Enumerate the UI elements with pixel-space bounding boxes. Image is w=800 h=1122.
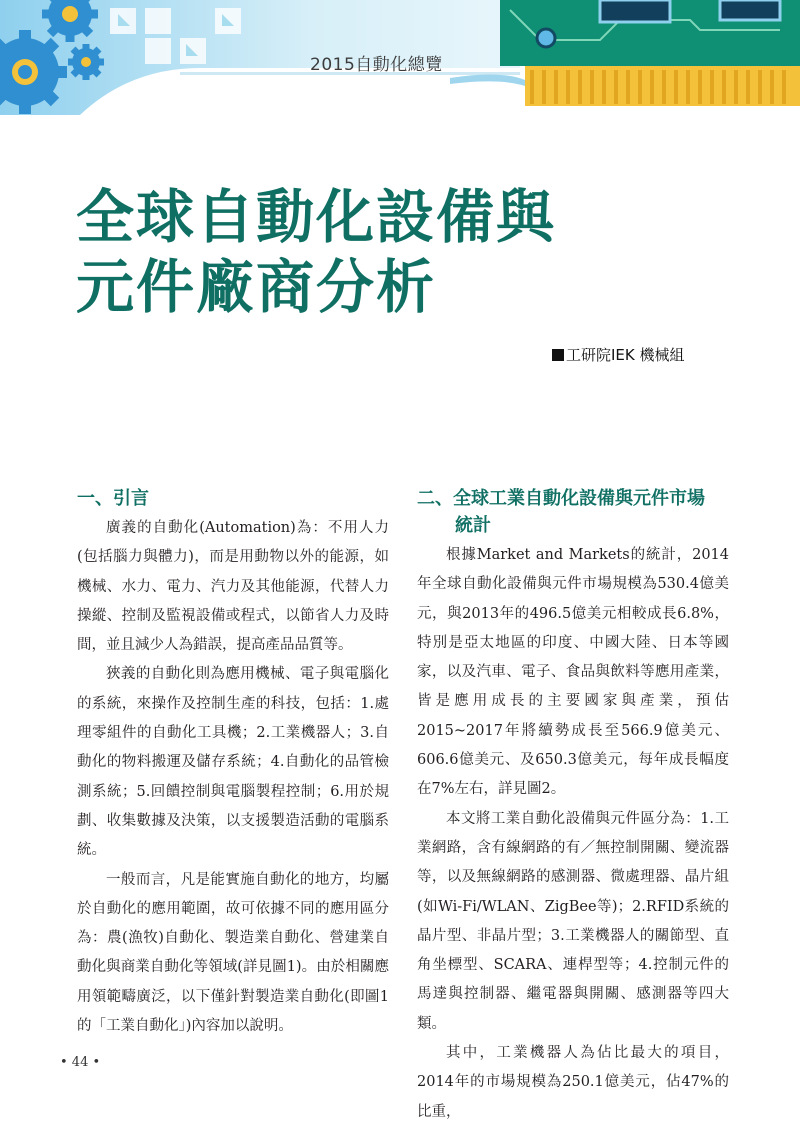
paragraph: 一般而言，凡是能實施自動化的地方，均屬於自動化的應用範圍，故可依據不同的應用區分為：農(漁牧)自動化、製造業自動化、營建業自動化與商業自動化等領域(詳見圖1)。由於相關應用領範疇廣泛，以下僅針對製造業自動化(即圖1的「工業自動化」)內容加以說明。 xyxy=(77,871,389,1035)
paragraph: 根據Market and Markets的統計，2014年全球自動化設備與元件市場規模為530.4億美元，與2013年的496.5億美元相較成長6.8%，特別是亞太地區的印度、中國大陸、日本等國家，以及汽車、電子、食品與飲料等應用產業，皆是應用成長的主要國家與產業，預估2015~2017年將續勢成長至566.9億美元、606.6億美元、及650.3億美元，每年成長幅度在7%左右，詳見圖2。 xyxy=(417,547,729,798)
article-title xyxy=(76,182,556,322)
title-line-1: 全球自動化設備與 xyxy=(76,183,557,251)
section-heading-intro: 一、引言 xyxy=(77,488,149,509)
heading-line-2: 統計 xyxy=(455,515,491,536)
byline xyxy=(552,344,685,365)
paragraph: 廣義的自動化(Automation)為：不用人力(包括腦力與體力)，而是用動物以外的能源，如機械、水力、電力、汽力及其他能源，代替人力操縱、控制及監視設備或程式，以節省人力及時間，並且減少人為錯誤，提高產品品質等。 xyxy=(77,520,389,654)
square-bullet-icon xyxy=(552,349,564,361)
heading-line-1: 二、全球工業自動化設備與元件市場 xyxy=(417,488,705,509)
page-number: • 44 • xyxy=(60,1055,101,1070)
title-line-2: 元件廠商分析 xyxy=(76,253,437,321)
right-column xyxy=(417,485,729,1122)
byline-text: 工研院IEK 機械組 xyxy=(566,346,685,364)
paragraph: 狹義的自動化則為應用機械、電子與電腦化的系統，來操作及控制生產的科技，包括：1.處理零組件的自動化工具機；2.工業機器人；3.自動化的物料搬運及儲存系統；4.自動化的品管檢測系統；5.回饋控制與電腦製程控制；6.用於規劃、收集數據及決策，以支援製造活動的電腦系統。 xyxy=(77,666,389,859)
running-head: 2015自動化總覽 xyxy=(310,55,443,75)
paragraph: 本文將工業自動化設備與元件區分為：1.工業網路，含有線網路的有／無控制開關、變流器等，以及無線網路的感測器、微處理器、晶片組(如Wi-Fi/WLAN、ZigBee等)；2.RFID系統的晶片型、非晶片型；3.工業機器人的關節型、直角坐標型、SCARA、連桿型等；4.控制元件的馬達與控制器、繼電器與開關、感測器等四大類。 xyxy=(417,810,729,1032)
section-heading-market xyxy=(417,485,729,539)
header-banner xyxy=(0,0,800,115)
left-column xyxy=(77,485,389,1041)
paragraph: 其中，工業機器人為佔比最大的項目，2014年的市場規模為250.1億美元，佔47%的比重， xyxy=(417,1045,729,1120)
